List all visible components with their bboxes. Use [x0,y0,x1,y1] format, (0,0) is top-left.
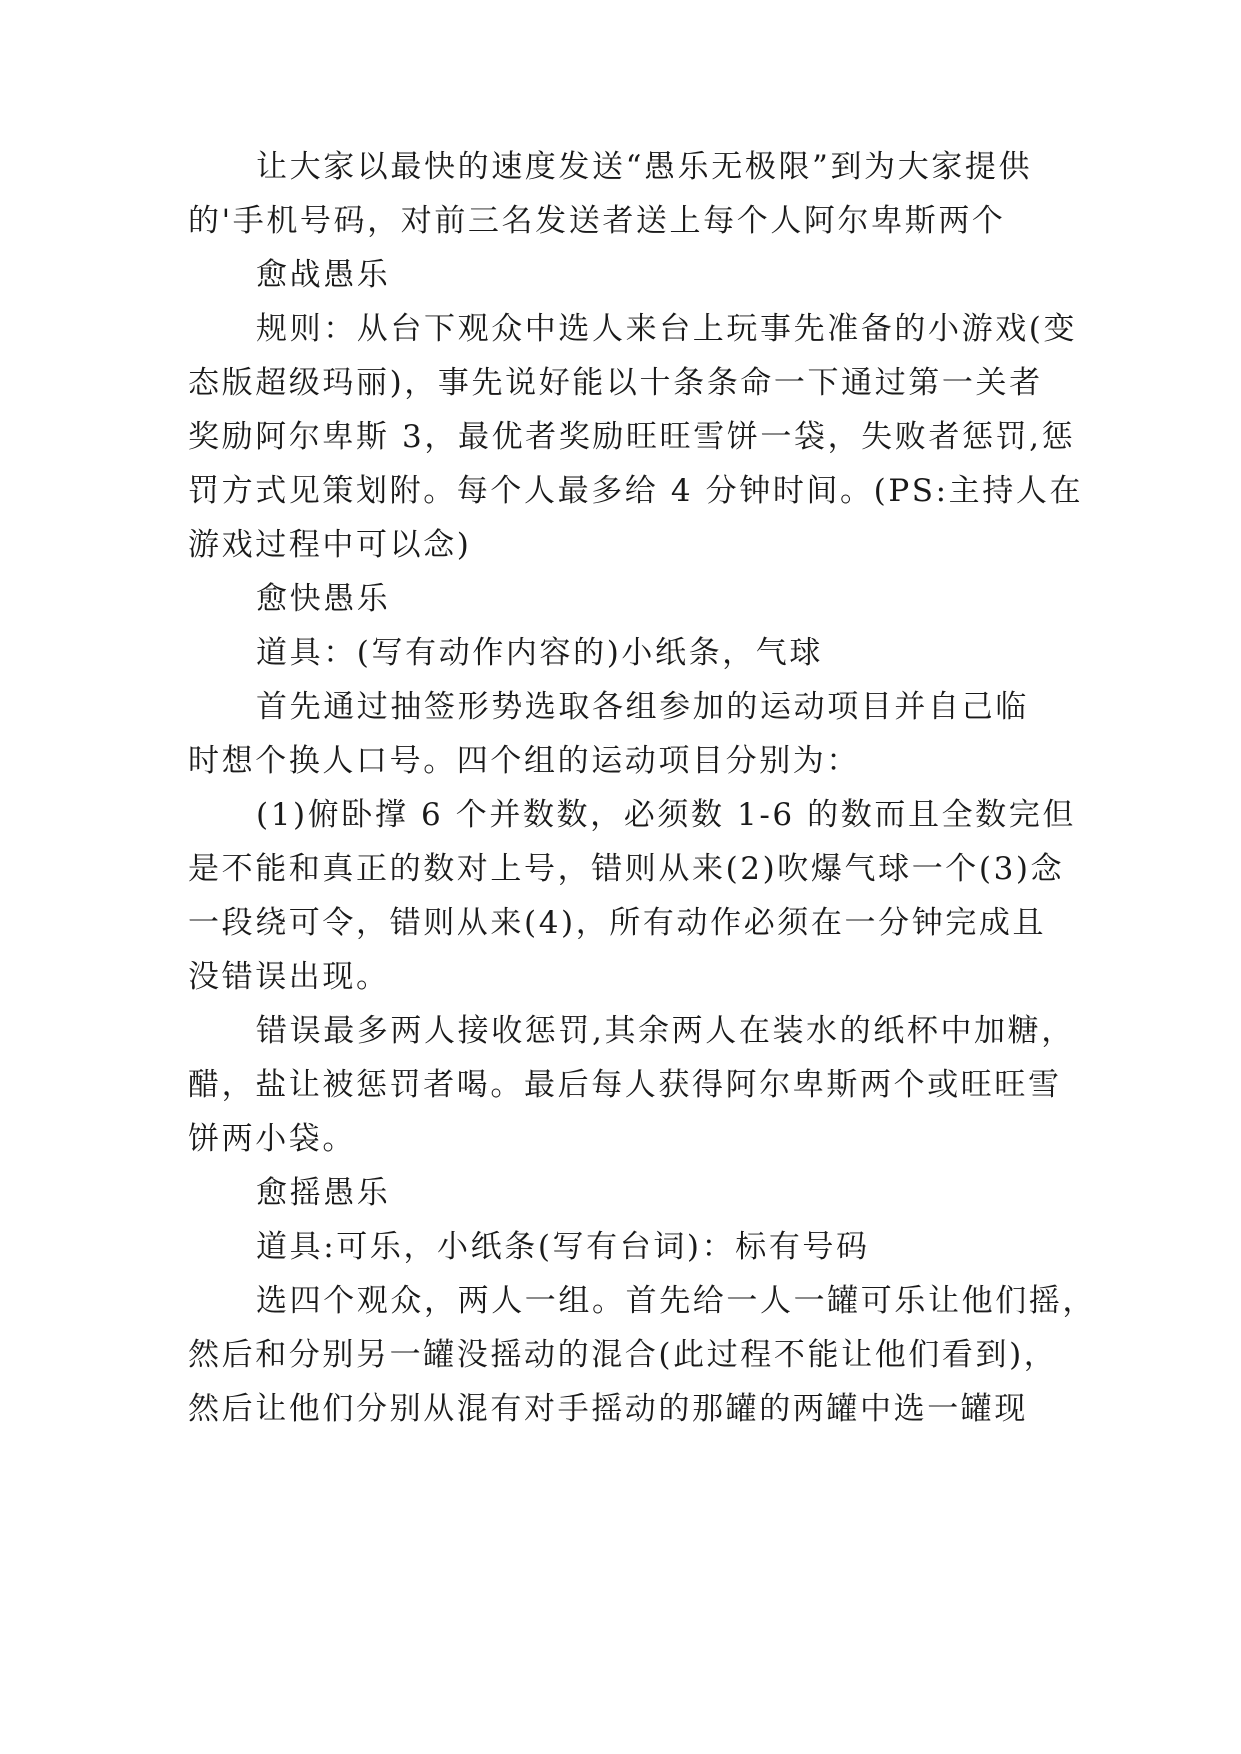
section-heading: 愈快愚乐 [256,581,391,617]
paragraph-line: 是不能和真正的数对上号，错则从来(2)吹爆气球一个(3)念 [188,851,1065,887]
paragraph-line: 首先通过抽签形势选取各组参加的运动项目并自己临 [256,689,1029,725]
paragraph-line: 然后让他们分别从混有对手摇动的那罐的两罐中选一罐现 [188,1391,1028,1427]
paragraph-line: 道具:可乐，小纸条(写有台词)：标有号码 [256,1229,870,1265]
paragraph-line: 醋，盐让被惩罚者喝。最后每人获得阿尔卑斯两个或旺旺雪 [188,1067,1062,1103]
paragraph-line: 游戏过程中可以念) [188,527,472,563]
paragraph-line: 奖励阿尔卑斯 3，最优者奖励旺旺雪饼一袋，失败者惩罚,惩 [188,419,1076,455]
paragraph-line: 一段绕可令，错则从来(4)，所有动作必须在一分钟完成且 [188,905,1047,941]
paragraph-line: 道具：(写有动作内容的)小纸条，气球 [256,635,823,671]
paragraph-line: 选四个观众，两人一组。首先给一人一罐可乐让他们摇， [256,1283,1096,1319]
paragraph-line: 错误最多两人接收惩罚,其余两人在装水的纸杯中加糖， [256,1013,1075,1049]
section-heading: 愈战愚乐 [256,257,391,293]
paragraph-line: 让大家以最快的速度发送“愚乐无极限”到为大家提供 [256,149,1033,185]
paragraph-line: 然后和分别另一罐没摇动的混合(此过程不能让他们看到)， [188,1337,1058,1373]
paragraph-line: 饼两小袋。 [188,1121,356,1157]
paragraph-line: 态版超级玛丽)，事先说好能以十条条命一下通过第一关者 [188,365,1043,401]
paragraph-line: 时想个换人口号。四个组的运动项目分别为： [188,743,860,779]
section-heading: 愈摇愚乐 [256,1175,391,1211]
paragraph-line: 规则：从台下观众中选人来台上玩事先准备的小游戏(变 [256,311,1078,347]
paragraph-line: 罚方式见策划附。每个人最多给 4 分钟时间。(PS:主持人在 [188,473,1084,509]
paragraph-line: (1)俯卧撑 6 个并数数，必须数 1-6 的数而且全数完但 [256,797,1076,833]
paragraph-line: 的'手机号码，对前三名发送者送上每个人阿尔卑斯两个 [188,203,1006,239]
paragraph-line: 没错误出现。 [188,959,390,995]
